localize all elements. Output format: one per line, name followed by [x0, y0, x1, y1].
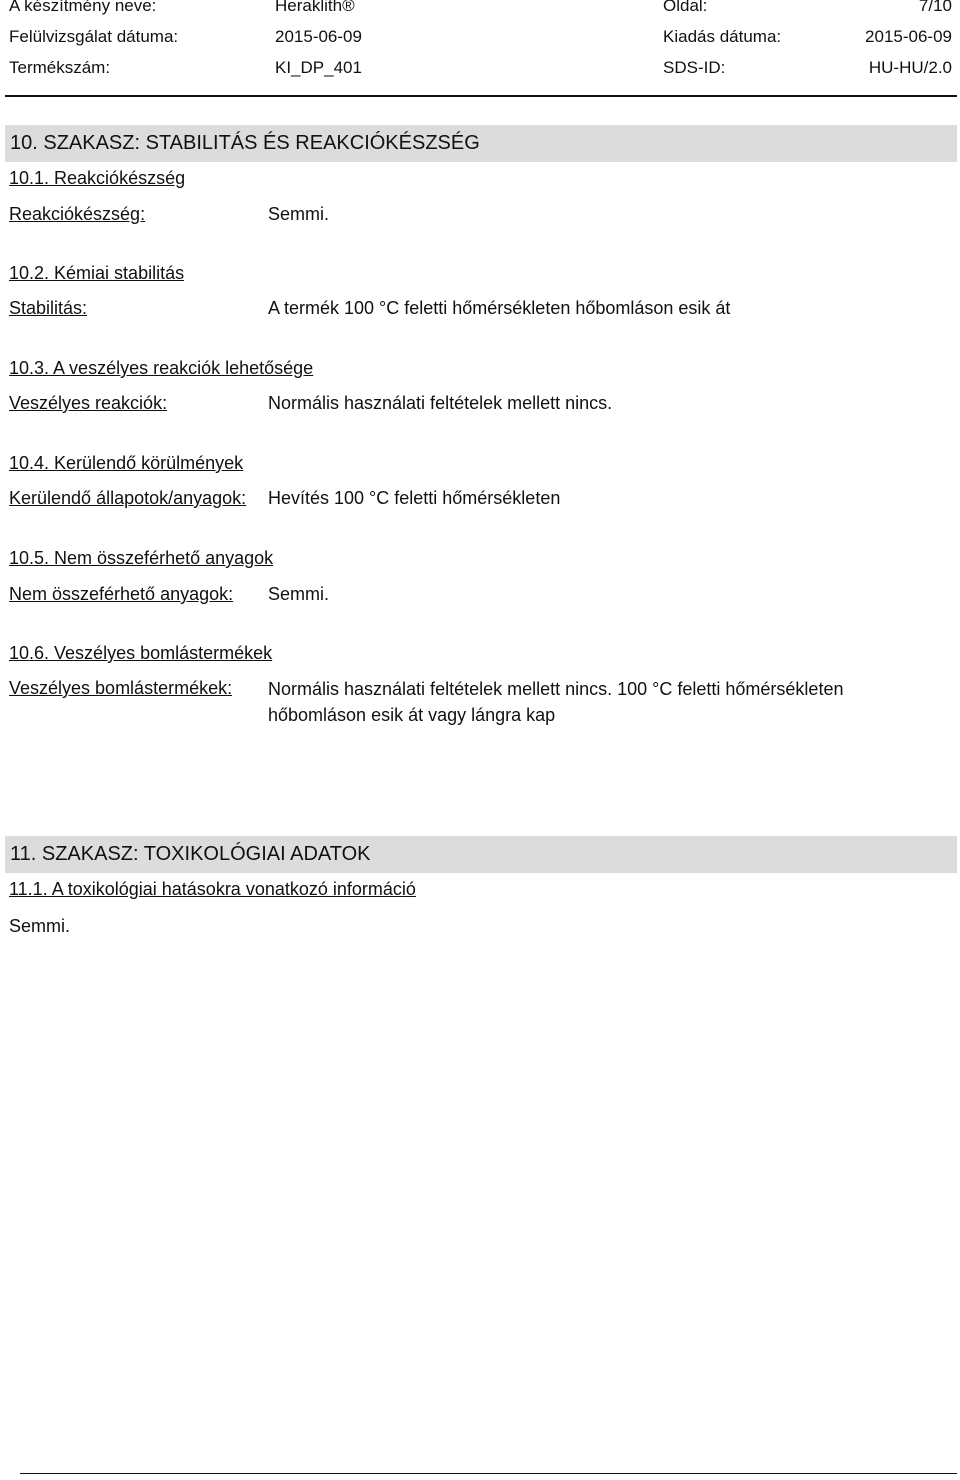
section-10-title: 10. SZAKASZ: STABILITÁS ÉS REAKCIÓKÉSZSÉG — [10, 132, 480, 154]
incompatible-materials-value: Semmi. — [268, 584, 330, 604]
sds-id-label: SDS-ID: — [663, 58, 726, 77]
revision-date: 2015-06-09 — [275, 27, 362, 46]
sds-id: HU-HU/2.0 — [868, 58, 952, 77]
header-row-ids — [0, 58, 960, 82]
section-11-title: 11. SZAKASZ: TOXIKOLÓGIAI ADATOK — [10, 843, 371, 865]
incompatible-materials-label: Nem összeférhető anyagok: — [9, 584, 234, 604]
section-10-title-bar — [5, 125, 957, 162]
decomposition-products-value: Normális használati feltételek mellett nincs. 100 °C feletti hőmérsékleten hőbomláson esik át vagy lángra kap — [268, 679, 844, 725]
issue-date-label: Kiadás dátuma: — [663, 27, 782, 46]
subsection-10-2-heading: 10.2. Kémiai stabilitás — [9, 263, 185, 283]
product-name-label: A készítmény neve: — [9, 0, 157, 15]
subsection-10-6-heading: 10.6. Veszélyes bomlástermékek — [9, 643, 273, 663]
issue-date: 2015-06-09 — [865, 27, 952, 46]
header-row-dates — [0, 27, 960, 51]
subsection-10-3-heading: 10.3. A veszélyes reakciók lehetősége — [9, 358, 314, 378]
subsection-10-5-heading: 10.5. Nem összeférhető anyagok — [9, 548, 274, 568]
page-label: Oldal: — [663, 0, 708, 15]
decomposition-products-label: Veszélyes bomlástermékek: — [9, 678, 233, 698]
product-name: Heraklith® — [275, 0, 355, 15]
footer-divider — [20, 1473, 957, 1474]
header-divider — [5, 95, 957, 97]
hazardous-reactions-label: Veszélyes reakciók: — [9, 393, 168, 413]
product-number-label: Termékszám: — [9, 58, 111, 77]
conditions-to-avoid-label: Kerülendő állapotok/anyagok: — [9, 488, 247, 508]
toxicological-info-text: Semmi. — [9, 916, 71, 936]
conditions-to-avoid-value: Hevítés 100 °C feletti hőmérsékleten — [268, 488, 561, 508]
reactivity-label: Reakciókészség: — [9, 204, 146, 224]
subsection-11-1-heading: 11.1. A toxikológiai hatásokra vonatkozó információ — [9, 879, 416, 899]
subsection-10-1-heading: 10.1. Reakciókészség — [9, 168, 186, 188]
product-number: KI_DP_401 — [275, 58, 362, 77]
stability-value: A termék 100 °C feletti hőmérsékleten hőbomláson esik át — [268, 298, 731, 318]
page-number: 7/10 — [918, 0, 952, 15]
header-row-product — [0, 0, 960, 20]
section-11-title-bar — [5, 836, 957, 873]
revision-date-label: Felülvizsgálat dátuma: — [9, 27, 179, 46]
hazardous-reactions-value: Normális használati feltételek mellett nincs. — [268, 393, 613, 413]
reactivity-value: Semmi. — [268, 204, 330, 224]
subsection-10-4-heading: 10.4. Kerülendő körülmények — [9, 453, 244, 473]
stability-label: Stabilitás: — [9, 298, 88, 318]
